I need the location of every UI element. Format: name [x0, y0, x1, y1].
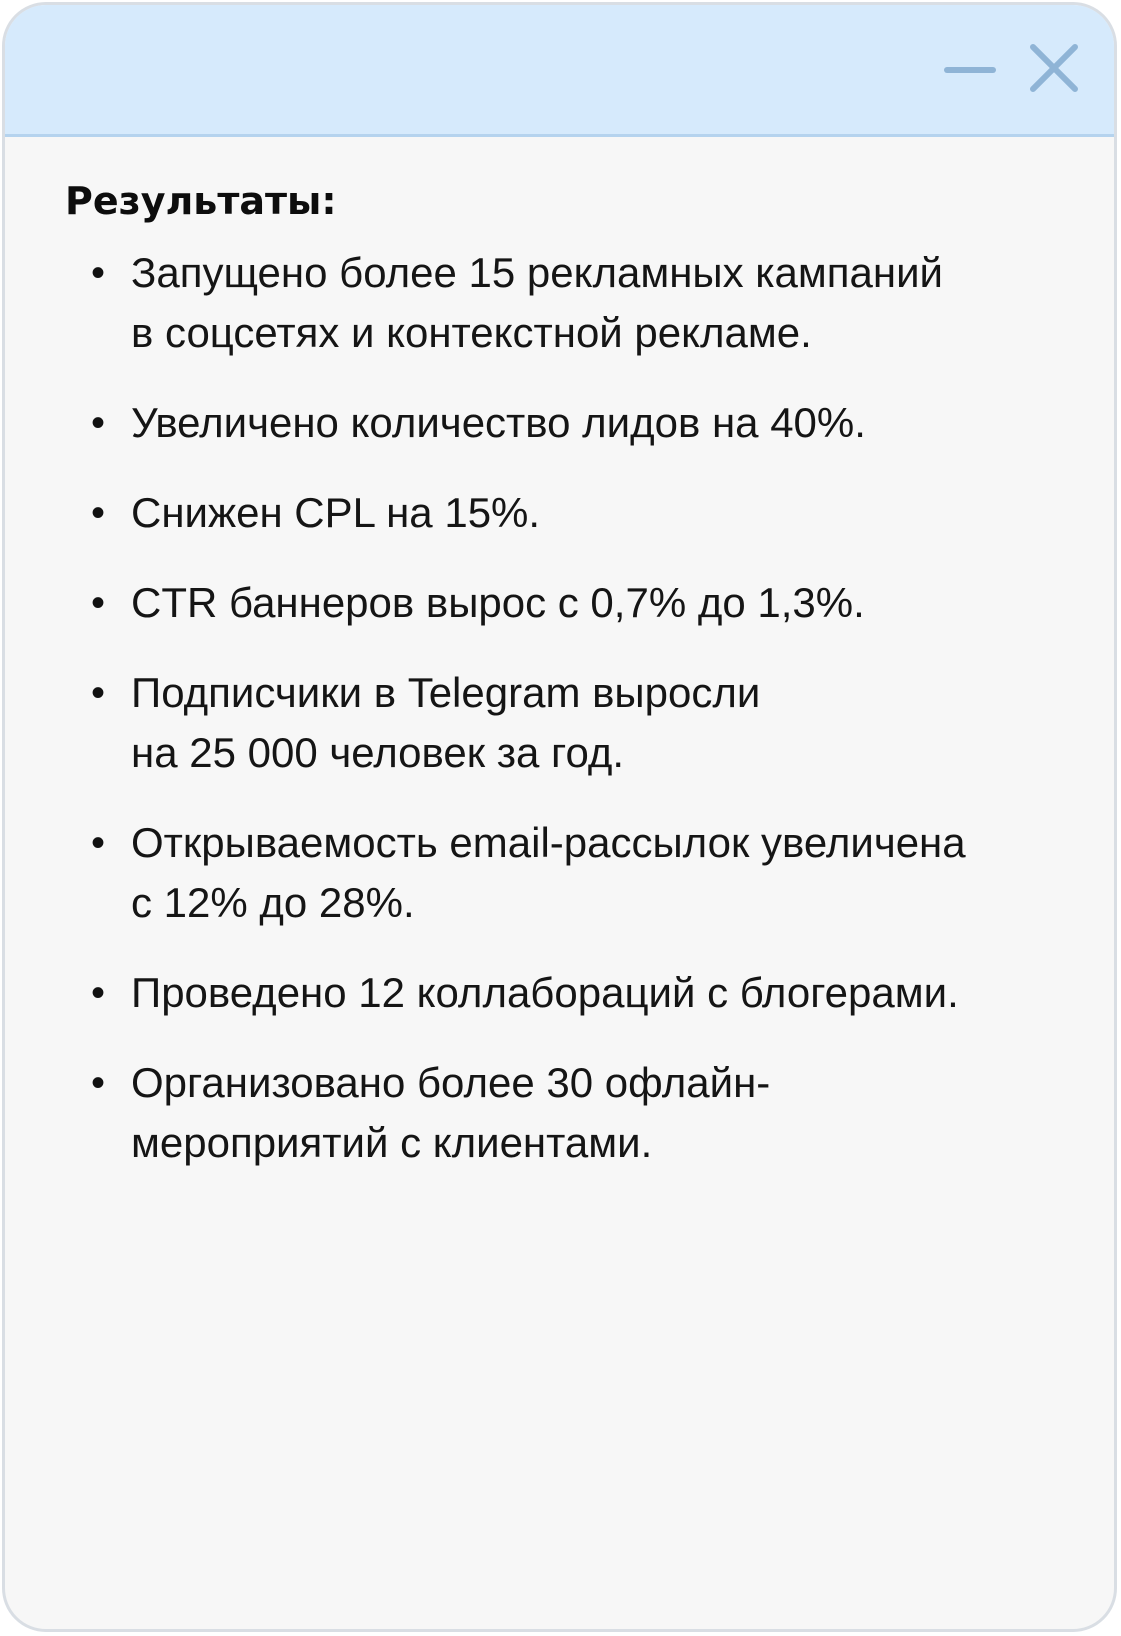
bullet-icon: • — [91, 491, 106, 535]
window — [2, 2, 1117, 1632]
list-item — [65, 393, 1074, 453]
content-area — [65, 173, 1074, 1203]
list-item-text: Запущено более 15 рекламных кампаний в соцсетях и контекстной рекламе. — [131, 249, 944, 356]
bullet-icon: • — [91, 971, 106, 1015]
list-item — [65, 573, 1074, 633]
results-list — [65, 243, 1074, 1173]
list-item — [65, 813, 1074, 933]
bullet-icon: • — [91, 401, 106, 445]
list-item — [65, 243, 1074, 363]
minimize-icon — [943, 43, 999, 99]
list-item-text: Снижен CPL на 15%. — [131, 489, 541, 536]
close-button[interactable] — [1029, 43, 1085, 99]
minimize-button[interactable] — [943, 43, 999, 99]
title-bar — [5, 5, 1114, 137]
list-item — [65, 483, 1074, 543]
list-item-text: Подписчики в Telegram выросли на 25 000 человек за год. — [131, 669, 761, 776]
list-item-text: CTR баннеров вырос с 0,7% до 1,3%. — [131, 579, 865, 626]
results-heading: Результаты: — [65, 179, 337, 223]
bullet-icon: • — [91, 671, 106, 715]
bullet-icon: • — [91, 251, 106, 295]
list-item-text: Проведено 12 коллабораций с блогерами. — [131, 969, 959, 1016]
list-item-text: Увеличено количество лидов на 40%. — [131, 399, 866, 446]
list-item — [65, 963, 1074, 1023]
bullet-icon: • — [91, 1061, 106, 1105]
bullet-icon: • — [91, 821, 106, 865]
list-item-text: Организовано более 30 офлайн- мероприятий с клиентами. — [131, 1059, 771, 1166]
list-item — [65, 663, 1074, 783]
list-item — [65, 1053, 1074, 1173]
close-icon — [1029, 43, 1085, 99]
list-item-text: Открываемость email-рассылок увеличена с 12% до 28%. — [131, 819, 966, 926]
bullet-icon: • — [91, 581, 106, 625]
